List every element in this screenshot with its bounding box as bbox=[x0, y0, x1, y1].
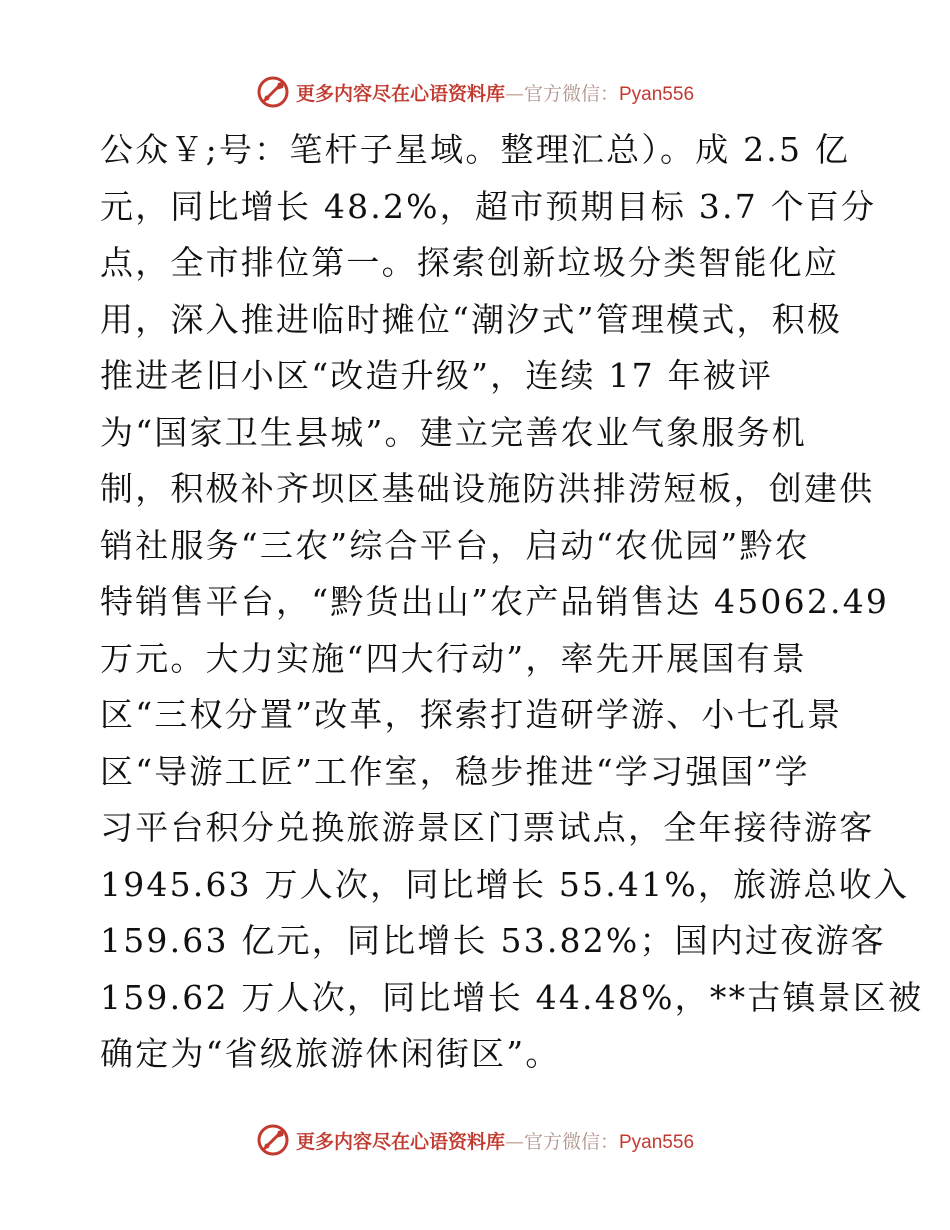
paragraph-line: 确定为“省级旅游休闲街区”。 bbox=[100, 1034, 561, 1073]
watermark-main: 更多内容尽在心语资料库 bbox=[295, 1130, 505, 1153]
watermark-separator: — bbox=[504, 82, 524, 105]
paragraph-line: 159.62 万人次，同比增长 44.48%，**古镇景区被 bbox=[100, 977, 924, 1017]
watermark-text bbox=[296, 79, 694, 106]
paragraph-line: 习平台积分兑换旅游景区门票试点，全年接待游客 bbox=[100, 808, 875, 847]
header-watermark bbox=[0, 72, 950, 112]
watermark-id: Pyan556 bbox=[619, 1131, 695, 1153]
paragraph-line: 为“国家卫生县城”。建立完善农业气象服务机 bbox=[100, 412, 807, 452]
paragraph-line: 区“导游工匠”工作室，稳步推进“学习强国”学 bbox=[100, 751, 810, 791]
quill-circle-logo-icon bbox=[256, 75, 290, 109]
paragraph-line: 推进老旧小区“改造升级”，连续 17 年被评 bbox=[100, 356, 774, 395]
paragraph-line: 点，全市排位第一。探索创新垃圾分类智能化应 bbox=[100, 243, 840, 282]
paragraph-line: 公众￥;号：笔杆子星域。整理汇总）。成 2.5 亿 bbox=[100, 130, 851, 169]
paragraph-line: 万元。大力实施“四大行动”，率先开展国有景 bbox=[100, 638, 807, 678]
paragraph-line: 销社服务“三农”综合平台，启动“农优园”黔农 bbox=[100, 525, 810, 565]
footer-watermark bbox=[0, 1120, 950, 1160]
paragraph-line: 元，同比增长 48.2%，超市预期目标 3.7 个百分 bbox=[100, 186, 877, 226]
watermark-separator: — bbox=[504, 1130, 524, 1153]
watermark-text bbox=[296, 1127, 694, 1154]
paragraph-line: 用，深入推进临时摊位“潮汐式”管理模式，积极 bbox=[100, 299, 843, 339]
paragraph-line: 制，积极补齐坝区基础设施防洪排涝短板，创建供 bbox=[100, 469, 875, 508]
watermark-sub: 官方微信： bbox=[523, 1130, 619, 1153]
paragraph-line: 1945.63 万人次，同比增长 55.41%，旅游总收入 bbox=[100, 864, 910, 904]
quill-circle-logo-icon bbox=[256, 1123, 290, 1157]
watermark-main: 更多内容尽在心语资料库 bbox=[295, 82, 505, 105]
watermark-id: Pyan556 bbox=[619, 83, 695, 105]
paragraph bbox=[100, 122, 924, 1083]
watermark-sub: 官方微信： bbox=[523, 82, 619, 105]
paragraph-line: 区“三权分置”改革，探索打造研学游、小七孔景 bbox=[100, 695, 843, 734]
paragraph-line: 特销售平台，“黔货出山”农产品销售达 45062.49 bbox=[100, 582, 890, 621]
paragraph-line: 159.63 亿元，同比增长 53.82%；国内过夜游客 bbox=[100, 921, 886, 960]
